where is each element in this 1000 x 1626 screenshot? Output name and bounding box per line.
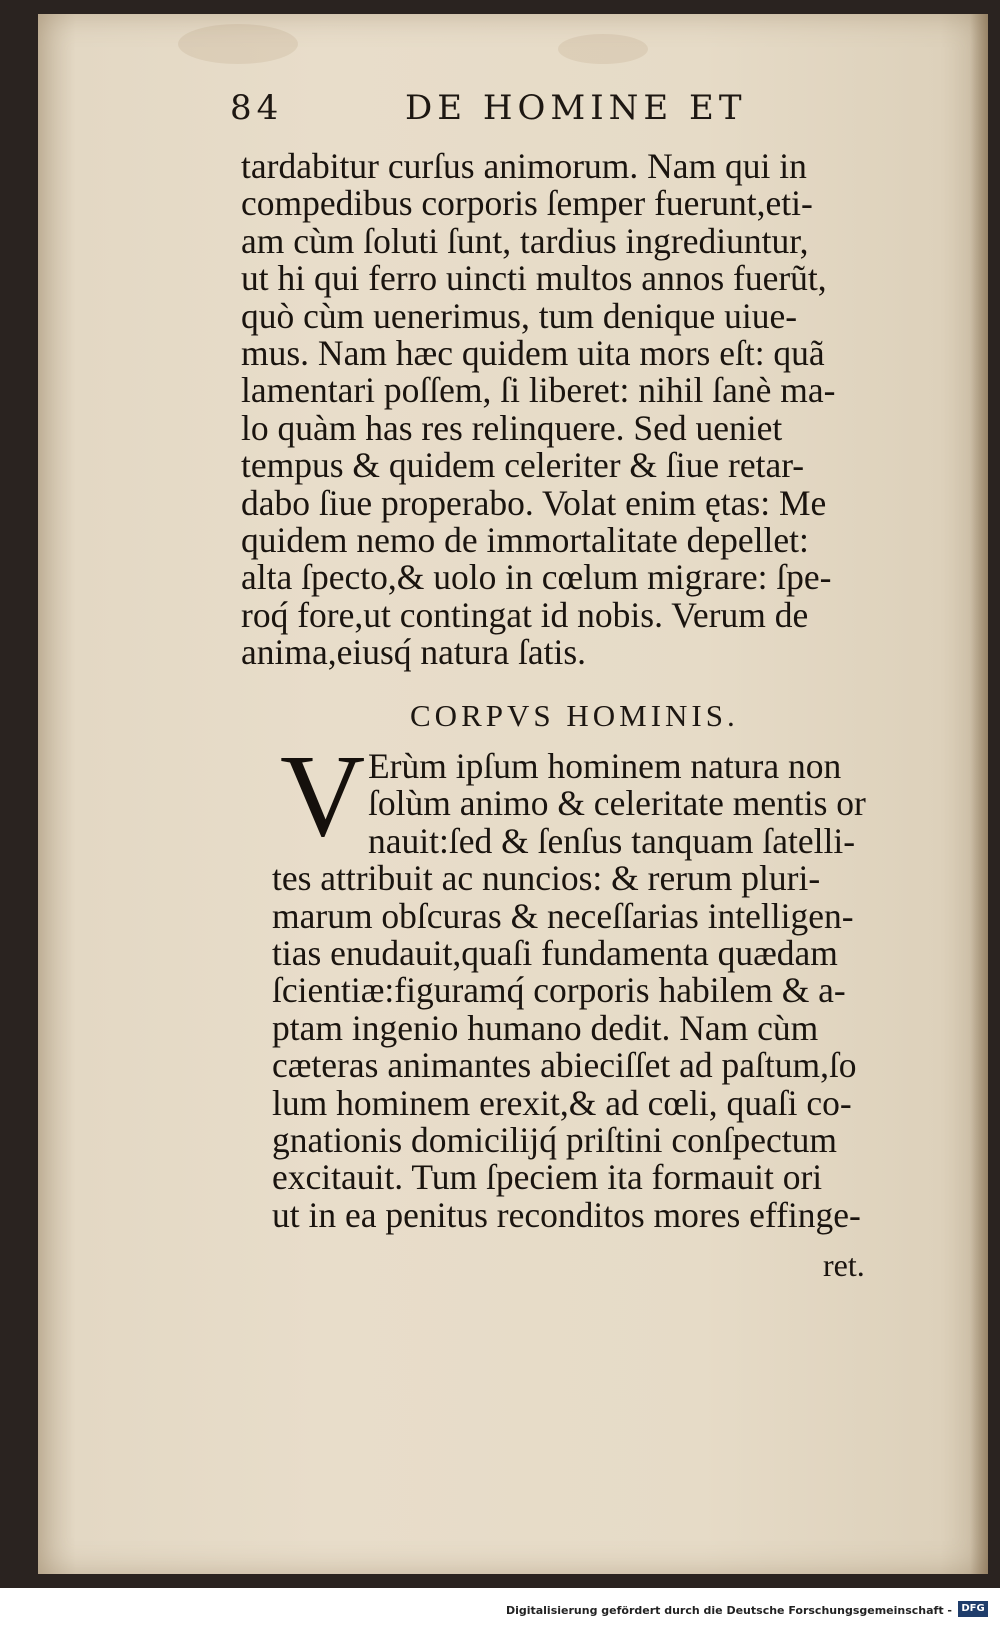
running-head-title: DE HOMINE ET (405, 88, 747, 128)
text-line: cæteras animantes abieciſſet ad paſtum,ſo (272, 1045, 857, 1086)
text-line: ſcientiæ:figuramq́ corporis habilem & a- (272, 970, 846, 1011)
page-number: 84 (230, 88, 284, 128)
text-line: mus. Nam hæc quidem uita mors eſt: quã (241, 332, 825, 373)
text-line: ut hi qui ferro uincti multos annos fuerũt, (241, 258, 827, 299)
dfg-logo: DFG (958, 1601, 988, 1617)
text-line: anima,eiusq́ natura ſatis. (241, 632, 587, 673)
text-line: quidem nemo de immortalitate depellet: (241, 519, 809, 560)
text-line: ut in ea penitus reconditos mores effinge- (272, 1194, 861, 1235)
text-line: quò cùm uenerimus, tum denique uiue- (241, 295, 798, 336)
text-line: gnationis domicilijq́ priſtini conſpectum (272, 1119, 837, 1160)
funding-notice: Digitalisierung gefördert durch die Deutsche Forschungsgemeinschaft - (505, 1604, 952, 1617)
text-line: Erùm ipſum hominem natura non (368, 746, 842, 786)
text-line: tias enudauit,quaſi fundamenta quædam (272, 932, 838, 973)
paragraph-1 (241, 148, 931, 671)
text-line: excitauit. Tum ſpeciem ita formauit ori (272, 1157, 823, 1198)
text-line: dabo ſiue properabo. Volat enim ętas: Me (241, 482, 827, 523)
text-line: tes attribuit ac nuncios: & rerum pluri- (272, 858, 821, 899)
text-line: tardabitur curſus animorum. Nam qui in (241, 146, 807, 186)
text-line: tempus & quidem celeriter & ſiue retar- (241, 445, 805, 486)
text-line: alta ſpecto,& uolo in cœlum migrare: ſpe- (241, 557, 832, 598)
text-line: marum obſcuras & neceſſarias intelligen- (272, 895, 854, 936)
page-edge-shadow (970, 14, 988, 1574)
text-line: am cùm ſoluti ſunt, tardius ingrediuntur, (241, 220, 809, 261)
running-head (230, 88, 790, 138)
text-line: ſolùm animo & celeritate mentis or (368, 783, 866, 824)
text-line: ptam ingenio humano dedit. Nam cùm (272, 1007, 819, 1048)
section-heading: CORPVS HOMINIS. (410, 698, 739, 733)
text-line: lo quàm has res relinquere. Sed ueniet (241, 407, 783, 448)
paragraph-2 (272, 730, 912, 1235)
text-line: compedibus corporis ſemper fuerunt,eti- (241, 183, 813, 224)
paper-stain (558, 34, 648, 64)
catchword: ret. (823, 1247, 865, 1283)
text-line: nauit:ſed & ſenſus tanquam ſatelli- (368, 820, 856, 861)
text-line: lamentari poſſem, ſi liberet: nihil ſanè ma- (241, 370, 836, 411)
paper-stain (178, 24, 298, 64)
drop-cap-initial: V (280, 730, 366, 861)
text-line: lum hominem erexit,& ad cœli, quaſi co- (272, 1082, 852, 1123)
text-line: roq́ fore,ut contingat id nobis. Verum de (241, 594, 809, 635)
